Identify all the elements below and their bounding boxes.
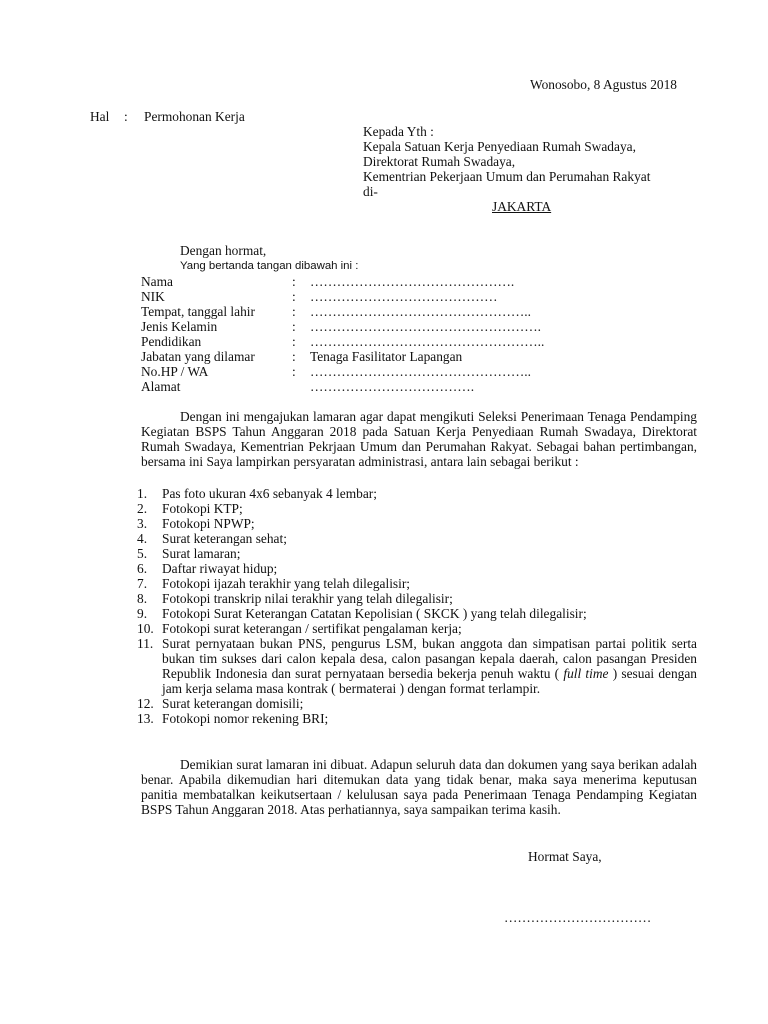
list-item	[137, 636, 697, 696]
field-label: NIK	[141, 289, 165, 304]
list-text: Fotokopi nomor rekening BRI;	[162, 711, 329, 726]
field-value: ……………………………………….	[310, 274, 515, 289]
list-number: 10.	[137, 621, 154, 636]
list-number: 11.	[137, 636, 154, 651]
field-row	[141, 304, 541, 319]
list-item	[137, 711, 697, 726]
recipient-line: di-	[363, 184, 378, 199]
list-number: 5.	[137, 546, 148, 561]
list-text: Surat keterangan sehat;	[162, 531, 287, 546]
field-colon: :	[292, 274, 296, 289]
field-label: Tempat, tanggal lahir	[141, 304, 255, 319]
list-item	[137, 696, 697, 711]
sign-off: Hormat Saya,	[528, 849, 602, 864]
subject-text: Permohonan Kerja	[144, 109, 245, 124]
list-text: Fotokopi KTP;	[162, 501, 243, 516]
recipient-line: Kepala Satuan Kerja Penyediaan Rumah Swadaya,	[363, 139, 636, 154]
list-text: Fotokopi Surat Keterangan Catatan Kepolisian ( SKCK ) yang telah dilegalisir;	[162, 606, 587, 621]
field-label: No.HP / WA	[141, 364, 209, 379]
list-number: 2.	[137, 501, 148, 516]
field-label: Pendidikan	[141, 334, 202, 349]
list-item	[137, 546, 697, 561]
list-text: Surat keterangan domisili;	[162, 696, 304, 711]
list-text: Daftar riwayat hidup;	[162, 561, 278, 576]
field-row	[141, 364, 541, 379]
list-text	[162, 636, 697, 696]
recipient-line: Direktorat Rumah Swadaya,	[363, 154, 516, 169]
field-colon: :	[292, 289, 296, 304]
field-row	[141, 379, 541, 394]
list-item	[137, 606, 697, 621]
field-label: Alamat	[141, 379, 181, 394]
field-label: Jabatan yang dilamar	[141, 349, 255, 364]
field-value: …………………………………………..	[310, 304, 531, 319]
list-text-part: Surat pernyataan bukan PNS, pengurus LSM, bukan anggota dan simpatisan partai politik serta bukan tim sukses dari calon kepala desa, calon pasangan kepala daerah, calon pasangan Presiden Republik Indonesia dan surat pernyataan bersedia bekerja penuh waktu (	[162, 636, 697, 681]
field-value: ……………………………….	[310, 379, 475, 394]
field-colon: :	[292, 349, 296, 364]
list-number: 13.	[137, 711, 154, 726]
field-value: Tenaga Fasilitator Lapangan	[310, 349, 463, 364]
subject-colon: :	[124, 109, 128, 124]
place-date: Wonosobo, 8 Agustus 2018	[530, 77, 677, 92]
recipient-line: Kepada Yth :	[363, 124, 434, 139]
list-number: 6.	[137, 561, 148, 576]
list-item	[137, 486, 697, 501]
list-item	[137, 591, 697, 606]
list-text: Fotokopi surat keterangan / sertifikat pengalaman kerja;	[162, 621, 462, 636]
field-value: …………………………………………..	[310, 364, 531, 379]
field-row	[141, 334, 545, 349]
list-text: Fotokopi NPWP;	[162, 516, 255, 531]
closing-paragraph: Demikian surat lamaran ini dibuat. Adapun seluruh data dan dokumen yang saya berikan adalah benar. Apabila dikemudian hari ditemukan data yang tidak benar, maka saya menerima keputusan panitia membatalkan keikutsertaan / kelulusan saya pada Penerimaan Tenaga Pendamping Kegiatan BSPS Tahun Anggaran 2018. Atas perhatiannya, saya sampaikan terima kasih.	[141, 757, 697, 817]
field-row	[141, 289, 541, 304]
body-paragraph: Dengan ini mengajukan lamaran agar dapat mengikuti Seleksi Penerimaan Tenaga Pendamping Kegiatan BSPS Tahun Anggaran 2018 pada Satuan Kerja Penyediaan Rumah Swadaya, Direktorat Rumah Swadaya, Kementrian Pekrjaan Umum dan Perumahan Rakyat. Sebagai bahan pertimbangan, bersama ini Saya lampirkan persyaratan administrasi, antara lain sebagai berikut :	[141, 409, 697, 469]
list-number: 8.	[137, 591, 148, 606]
field-label: Nama	[141, 274, 173, 289]
greeting: Dengan hormat,	[180, 243, 267, 258]
list-number: 9.	[137, 606, 148, 621]
list-text-italic: full time	[563, 666, 609, 681]
field-colon: :	[292, 319, 296, 334]
list-item	[137, 621, 697, 636]
subject-label: Hal	[90, 109, 110, 124]
requirements-list	[137, 486, 697, 726]
list-item	[137, 576, 697, 591]
field-colon: :	[292, 364, 296, 379]
list-number: 7.	[137, 576, 148, 591]
list-text: Pas foto ukuran 4x6 sebanyak 4 lembar;	[162, 486, 377, 501]
list-text: Fotokopi ijazah terakhir yang telah dilegalisir;	[162, 576, 411, 591]
list-item	[137, 516, 697, 531]
signature-line: ……………………………	[504, 910, 652, 925]
field-value: …………………………………………….	[310, 319, 541, 334]
list-number: 4.	[137, 531, 148, 546]
list-number: 3.	[137, 516, 148, 531]
list-item	[137, 501, 697, 516]
list-text: Surat lamaran;	[162, 546, 241, 561]
list-number: 1.	[137, 486, 148, 501]
recipient-city: JAKARTA	[492, 199, 552, 214]
field-value: ……………………………………	[310, 289, 498, 304]
field-label: Jenis Kelamin	[141, 319, 218, 334]
field-row	[141, 349, 541, 364]
list-text-part: ) sesuai dengan jam kerja selama masa kontrak ( bermaterai ) dengan format terlampir.	[162, 666, 698, 696]
recipient-line: Kementrian Pekerjaan Umum dan Perumahan Rakyat	[363, 169, 651, 184]
list-text: Fotokopi transkrip nilai terakhir yang telah dilegalisir;	[162, 591, 453, 606]
list-item	[137, 561, 697, 576]
list-number: 12.	[137, 696, 154, 711]
field-colon: :	[292, 304, 296, 319]
list-item	[137, 531, 697, 546]
field-row	[141, 274, 541, 289]
intro-line: Yang bertanda tangan dibawah ini :	[180, 260, 359, 272]
field-colon: :	[292, 334, 296, 349]
field-value: ……………………………………………..	[310, 334, 545, 349]
field-row	[141, 319, 541, 334]
